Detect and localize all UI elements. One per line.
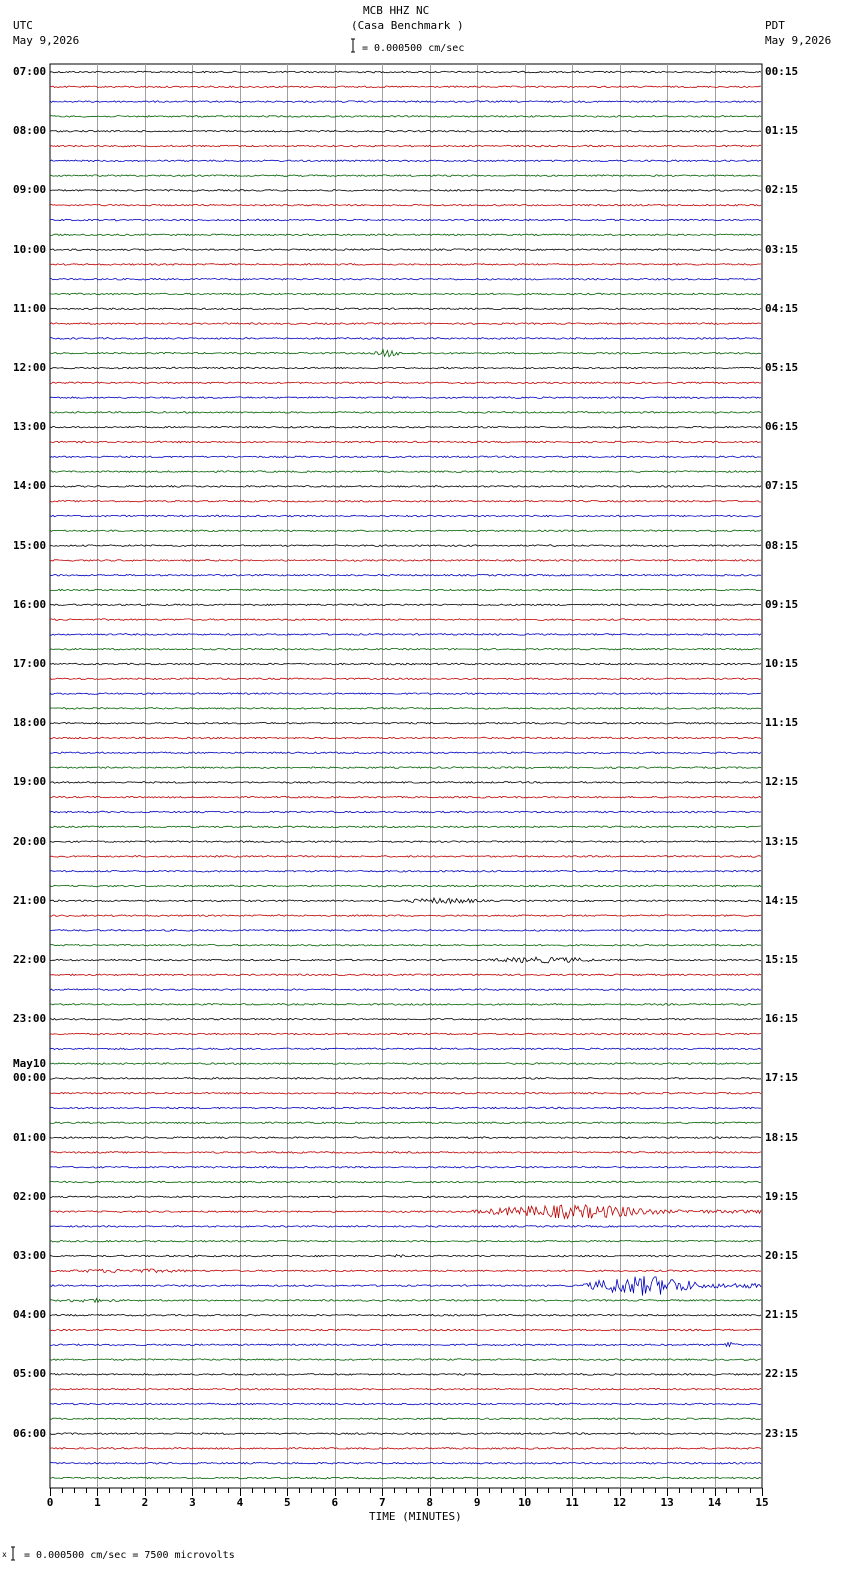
trace-line bbox=[50, 1374, 761, 1376]
trace-line bbox=[50, 160, 761, 162]
utc-time-label: 20:00 bbox=[13, 834, 47, 848]
utc-time-label: 00:00 bbox=[13, 1071, 47, 1085]
trace-line bbox=[50, 957, 761, 963]
pdt-time-label: 07:15 bbox=[765, 479, 799, 493]
utc-time-label: 23:00 bbox=[13, 1012, 47, 1026]
station-location: (Casa Benchmark ) bbox=[351, 19, 464, 32]
pdt-time-label: 00:15 bbox=[765, 65, 799, 78]
pdt-time-label: 05:15 bbox=[765, 361, 799, 374]
trace-line bbox=[50, 693, 761, 695]
trace-line bbox=[50, 1314, 761, 1316]
trace-line bbox=[50, 382, 761, 384]
trace-line bbox=[50, 870, 761, 872]
trace-line bbox=[50, 1004, 761, 1006]
trace-line bbox=[50, 441, 761, 443]
trace-line bbox=[50, 1462, 761, 1464]
trace-line bbox=[50, 308, 761, 310]
trace-line bbox=[50, 234, 761, 236]
footer-scale-marker: x bbox=[2, 1550, 7, 1559]
trace-line bbox=[50, 989, 761, 991]
pdt-time-label: 20:15 bbox=[765, 1249, 799, 1262]
trace-line bbox=[50, 1359, 761, 1361]
trace-line bbox=[50, 1152, 761, 1154]
x-tick-label: 1 bbox=[94, 1496, 101, 1509]
pdt-time-label: 18:15 bbox=[765, 1130, 799, 1144]
trace-line bbox=[50, 116, 761, 118]
trace-line bbox=[50, 752, 761, 754]
pdt-time-label: 22:15 bbox=[765, 1367, 799, 1381]
x-axis-label: TIME (MINUTES) bbox=[369, 1510, 462, 1523]
pdt-time-label: 19:15 bbox=[765, 1189, 799, 1203]
trace-line bbox=[50, 545, 761, 547]
utc-time-label: 06:00 bbox=[13, 1426, 47, 1440]
left-timezone: UTC bbox=[13, 19, 33, 32]
x-tick-label: 0 bbox=[46, 1496, 54, 1509]
x-tick-label: 11 bbox=[565, 1496, 579, 1509]
utc-time-label: 03:00 bbox=[13, 1249, 47, 1262]
x-tick-label: 6 bbox=[331, 1496, 339, 1509]
trace-line bbox=[50, 737, 761, 739]
trace-line bbox=[50, 1078, 761, 1080]
scale-value: = 0.000500 cm/sec bbox=[362, 43, 465, 54]
x-tick-label: 10 bbox=[518, 1496, 532, 1509]
utc-time-label: 14:00 bbox=[13, 479, 47, 493]
trace-line bbox=[50, 1269, 761, 1273]
trace-line bbox=[50, 1448, 761, 1450]
utc-time-label: 05:00 bbox=[13, 1367, 47, 1381]
pdt-time-label: 11:15 bbox=[765, 716, 799, 730]
utc-time-label: 19:00 bbox=[13, 775, 47, 789]
left-date: May 9,2026 bbox=[13, 34, 80, 47]
x-tick-label: 4 bbox=[236, 1496, 244, 1509]
trace-line bbox=[50, 1137, 761, 1139]
x-tick-label: 3 bbox=[189, 1496, 196, 1509]
trace-line bbox=[50, 648, 761, 650]
trace-line bbox=[50, 898, 761, 903]
trace-line bbox=[50, 841, 761, 843]
trace-line bbox=[50, 1276, 761, 1295]
x-tick-label: 2 bbox=[141, 1496, 149, 1509]
trace-line bbox=[50, 71, 761, 73]
utc-time-label: 10:00 bbox=[13, 242, 47, 256]
trace-line bbox=[50, 574, 761, 576]
trace-line bbox=[50, 515, 761, 517]
trace-line bbox=[50, 1226, 761, 1228]
pdt-time-label: 15:15 bbox=[765, 953, 799, 966]
trace-line bbox=[50, 767, 761, 769]
trace-line bbox=[50, 1166, 761, 1168]
trace-line bbox=[50, 663, 761, 665]
trace-line bbox=[50, 930, 761, 932]
footer-scale-bar-icon bbox=[11, 1546, 16, 1564]
trace-line bbox=[50, 1418, 761, 1420]
trace-line bbox=[50, 367, 761, 369]
trace-line bbox=[50, 1063, 761, 1065]
pdt-time-label: 13:15 bbox=[765, 834, 799, 848]
trace-line bbox=[50, 885, 761, 887]
trace-line bbox=[50, 1018, 761, 1020]
trace-line bbox=[50, 323, 761, 325]
trace-line bbox=[50, 678, 761, 680]
utc-time-label: 04:00 bbox=[13, 1308, 47, 1322]
trace-line bbox=[50, 811, 761, 813]
x-tick-label: 8 bbox=[426, 1496, 434, 1509]
trace-line bbox=[50, 530, 761, 532]
trace-line bbox=[50, 1299, 761, 1303]
trace-line bbox=[50, 1403, 761, 1405]
trace-line bbox=[50, 944, 761, 946]
utc-time-label: 02:00 bbox=[13, 1189, 47, 1203]
trace-line bbox=[50, 1107, 761, 1109]
trace-line bbox=[50, 826, 761, 828]
trace-line bbox=[50, 204, 761, 206]
pdt-time-label: 03:15 bbox=[765, 242, 799, 256]
trace-line bbox=[50, 1477, 761, 1479]
pdt-time-label: 16:15 bbox=[765, 1012, 799, 1026]
trace-line bbox=[50, 1048, 761, 1050]
trace-line bbox=[50, 471, 761, 473]
utc-date-label: May10 bbox=[13, 1057, 47, 1071]
x-tick-label: 5 bbox=[284, 1496, 291, 1509]
trace-line bbox=[50, 338, 761, 340]
trace-line bbox=[50, 1122, 761, 1124]
trace-line bbox=[50, 915, 761, 917]
trace-line bbox=[50, 219, 761, 221]
trace-line bbox=[50, 708, 761, 710]
trace-line bbox=[50, 500, 761, 502]
trace-line bbox=[50, 145, 761, 147]
trace-line bbox=[50, 278, 761, 280]
trace-line bbox=[50, 1033, 761, 1035]
trace-line bbox=[50, 560, 761, 562]
plot-frame bbox=[50, 64, 762, 1488]
utc-time-label: 15:00 bbox=[13, 538, 47, 552]
trace-line bbox=[50, 486, 761, 488]
pdt-time-label: 23:15 bbox=[765, 1426, 799, 1440]
trace-line bbox=[50, 856, 761, 858]
pdt-time-label: 06:15 bbox=[765, 420, 799, 434]
trace-line bbox=[50, 1092, 761, 1094]
trace-line bbox=[50, 796, 761, 798]
utc-time-label: 18:00 bbox=[13, 716, 47, 730]
utc-time-label: 13:00 bbox=[13, 420, 47, 434]
trace-line bbox=[50, 1181, 761, 1183]
trace-line bbox=[50, 1255, 761, 1258]
trace-line bbox=[50, 782, 761, 784]
utc-time-label: 11:00 bbox=[13, 301, 47, 315]
trace-line bbox=[50, 264, 761, 266]
utc-time-label: 22:00 bbox=[13, 953, 47, 966]
trace-line bbox=[50, 101, 761, 103]
x-tick-label: 12 bbox=[613, 1496, 627, 1509]
pdt-time-label: 17:15 bbox=[765, 1071, 799, 1085]
right-timezone: PDT bbox=[765, 19, 785, 32]
trace-line bbox=[50, 130, 761, 132]
trace-line bbox=[50, 604, 761, 606]
trace-line bbox=[50, 190, 761, 192]
pdt-time-label: 14:15 bbox=[765, 893, 799, 907]
trace-line bbox=[50, 974, 761, 976]
trace-line bbox=[50, 1388, 761, 1390]
trace-line bbox=[50, 634, 761, 636]
trace-line bbox=[50, 1342, 761, 1346]
pdt-time-label: 12:15 bbox=[765, 775, 799, 789]
trace-line bbox=[50, 249, 761, 251]
x-tick-label: 15 bbox=[755, 1496, 769, 1509]
x-tick-label: 7 bbox=[378, 1496, 386, 1509]
pdt-time-label: 04:15 bbox=[765, 301, 799, 315]
trace-line bbox=[50, 456, 761, 458]
utc-time-label: 12:00 bbox=[13, 361, 47, 374]
pdt-time-label: 09:15 bbox=[765, 597, 799, 611]
utc-time-label: 09:00 bbox=[13, 183, 47, 197]
trace-line bbox=[50, 350, 761, 357]
trace-line bbox=[50, 589, 761, 591]
pdt-time-label: 01:15 bbox=[765, 124, 799, 138]
trace-line bbox=[50, 1196, 761, 1198]
pdt-time-label: 08:15 bbox=[765, 538, 799, 552]
x-tick-label: 13 bbox=[660, 1496, 674, 1509]
utc-time-label: 07:00 bbox=[13, 65, 47, 78]
trace-line bbox=[50, 1329, 761, 1331]
trace-line bbox=[50, 175, 761, 177]
trace-line bbox=[50, 426, 761, 428]
trace-line bbox=[50, 722, 761, 724]
pdt-time-label: 21:15 bbox=[765, 1308, 799, 1322]
pdt-time-label: 10:15 bbox=[765, 657, 799, 670]
trace-line bbox=[50, 1433, 761, 1435]
utc-time-label: 01:00 bbox=[13, 1130, 47, 1144]
utc-time-label: 16:00 bbox=[13, 597, 47, 611]
station-title: MCB HHZ NC bbox=[363, 4, 430, 17]
trace-line bbox=[50, 86, 761, 88]
trace-line bbox=[50, 1205, 761, 1218]
x-tick-label: 14 bbox=[707, 1496, 722, 1509]
trace-line bbox=[50, 293, 761, 295]
right-date: May 9,2026 bbox=[765, 34, 832, 47]
pdt-time-label: 02:15 bbox=[765, 183, 799, 197]
trace-line bbox=[50, 619, 761, 621]
trace-line bbox=[50, 397, 761, 399]
x-tick-label: 9 bbox=[473, 1496, 481, 1509]
utc-time-label: 08:00 bbox=[13, 124, 47, 138]
footer-scale-note: = 0.000500 cm/sec = 7500 microvolts bbox=[24, 1550, 235, 1561]
utc-time-label: 21:00 bbox=[13, 893, 47, 907]
trace-line bbox=[50, 412, 761, 414]
utc-time-label: 17:00 bbox=[13, 657, 47, 670]
trace-line bbox=[50, 1240, 761, 1242]
